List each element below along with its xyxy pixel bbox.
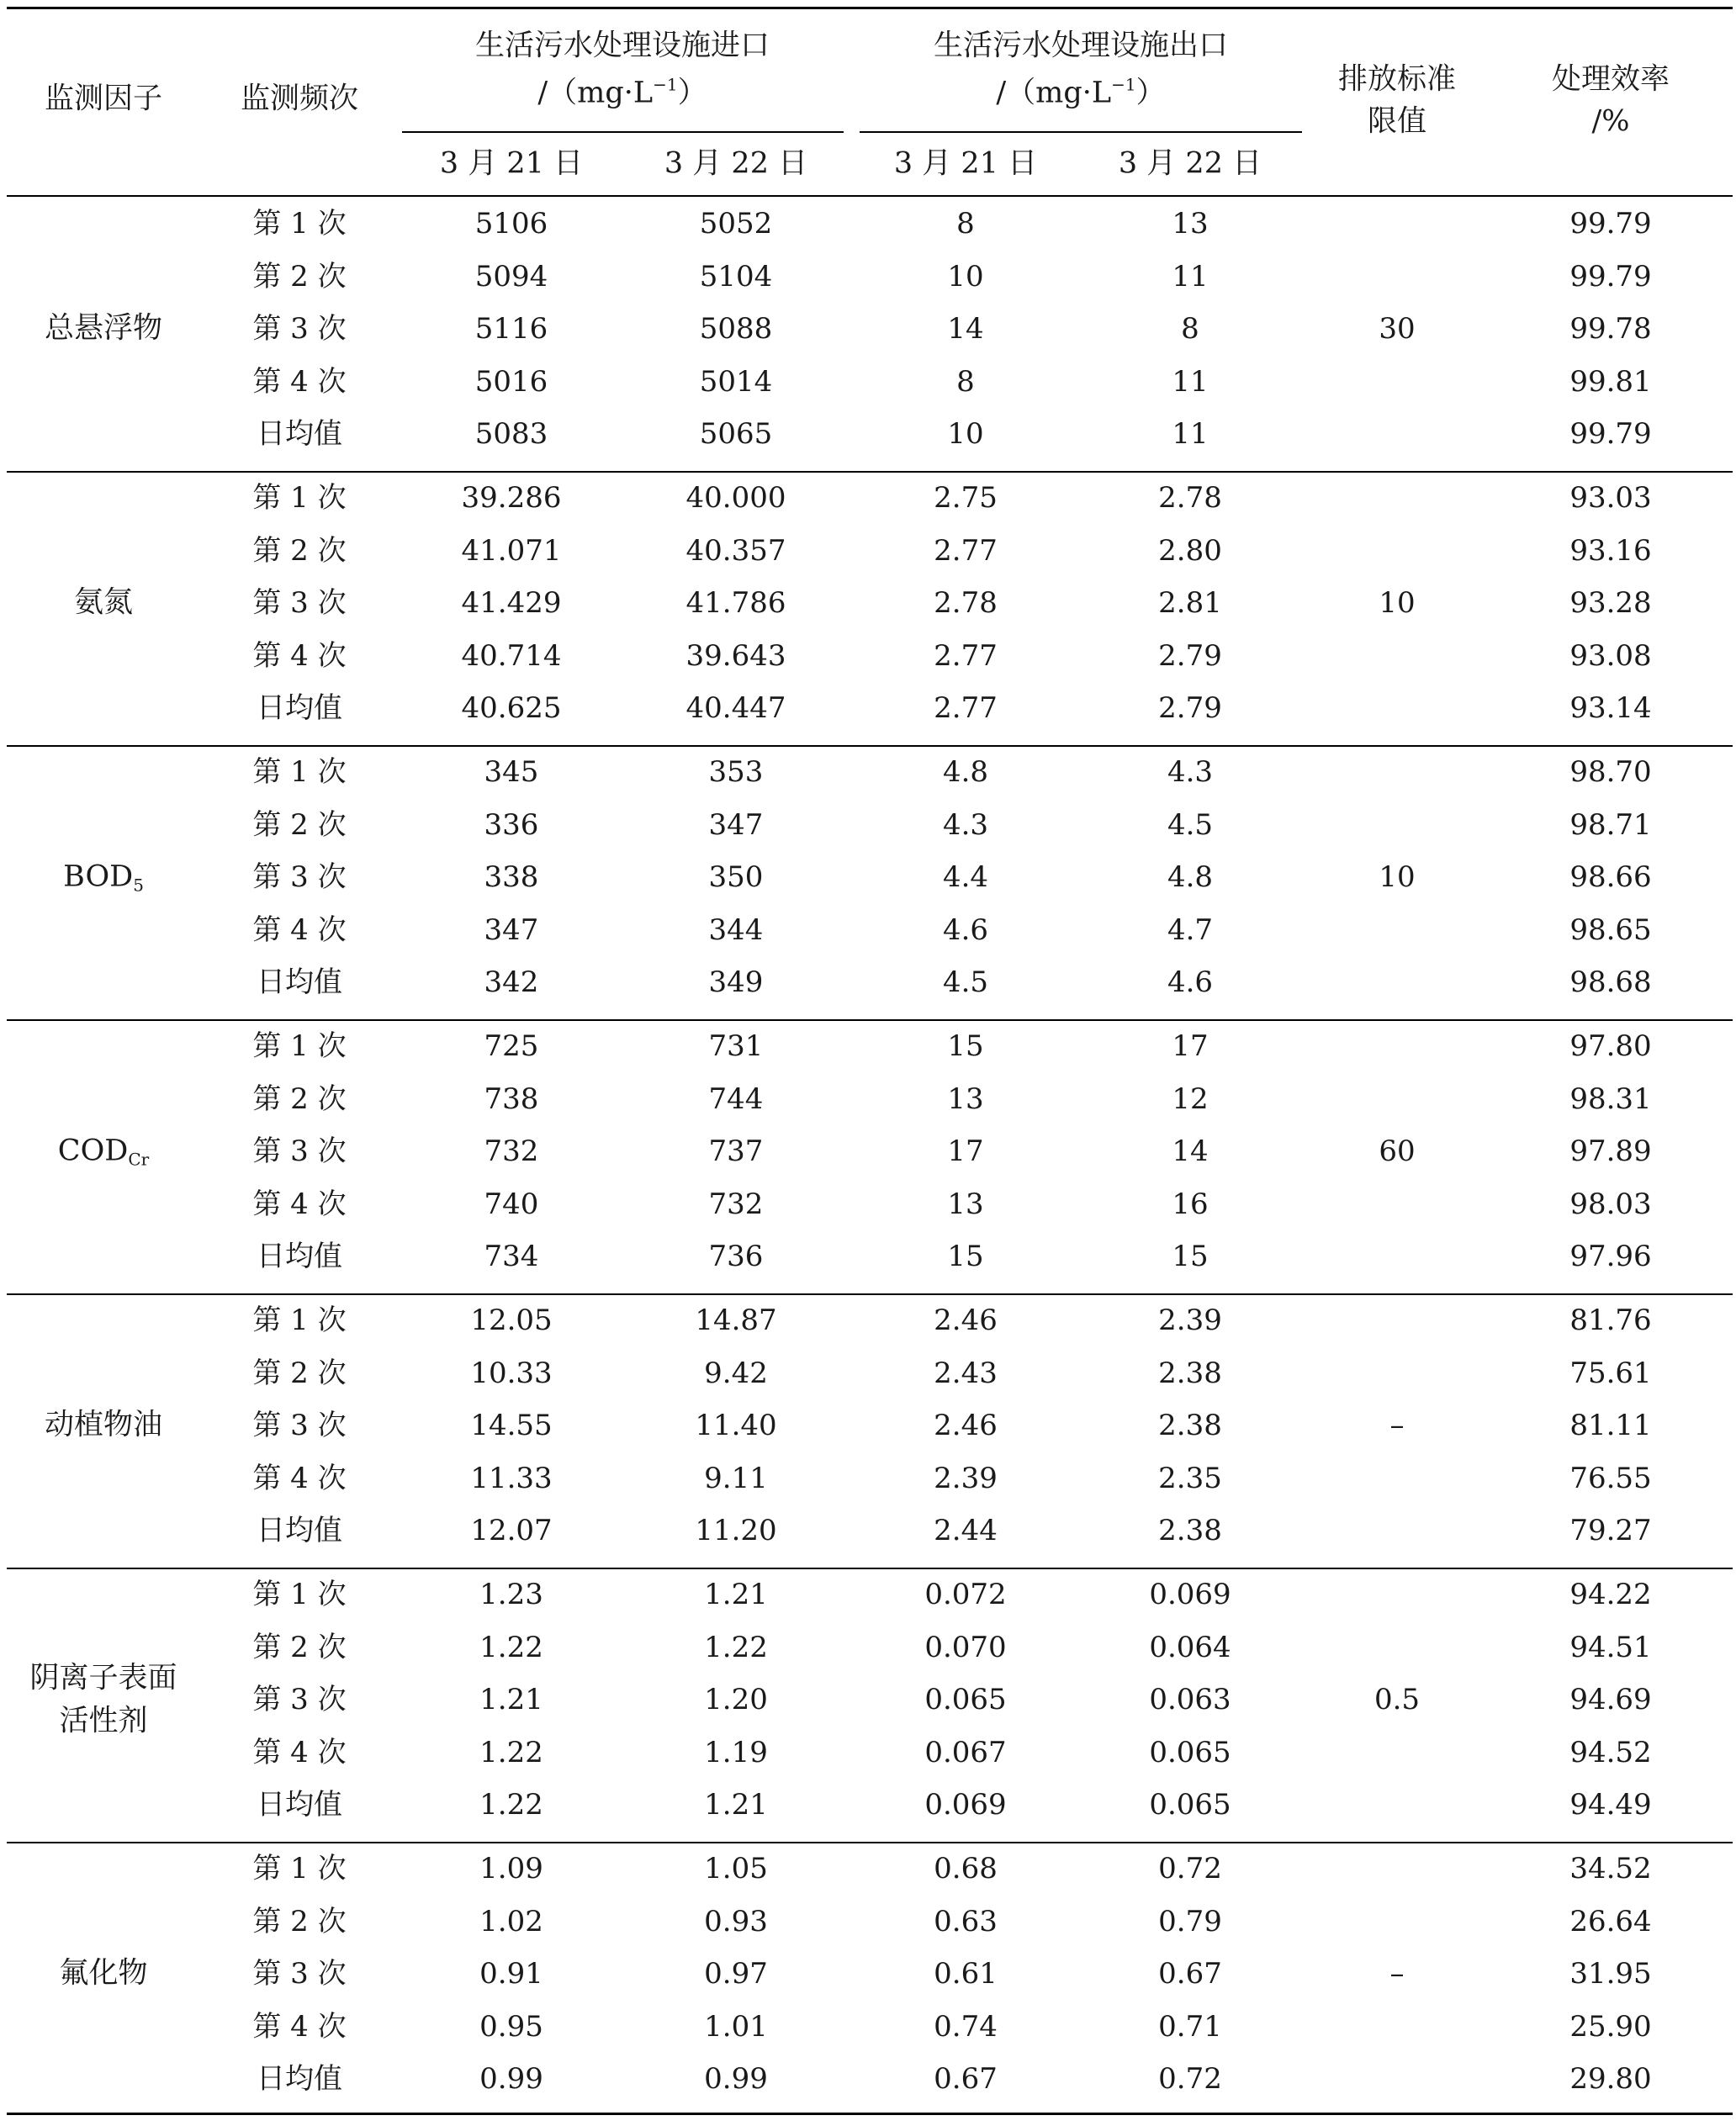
outlet-0321-cell: 0.065 [924,1683,1007,1717]
outlet-0322-cell: 16 [1172,1187,1209,1221]
frequency-cell: 第 3 次 [252,1409,347,1443]
inlet-0321-cell: 342 [484,965,539,1000]
inlet-0322-cell: 1.21 [704,1788,768,1822]
efficiency-cell: 93.08 [1569,638,1652,673]
outlet-0321-cell: 10 [947,259,984,294]
outlet-0322-cell: 2.78 [1158,481,1222,515]
inlet-0321-cell: 1.22 [479,1788,543,1822]
outlet-0322-cell: 8 [1181,312,1199,346]
header-inlet-date-2: 3 月 22 日 [664,146,808,181]
efficiency-cell: 98.03 [1569,1187,1652,1221]
inlet-0322-cell: 1.05 [704,1852,768,1885]
frequency-cell: 第 4 次 [252,1187,347,1221]
efficiency-cell: 93.03 [1569,481,1652,515]
frequency-cell: 第 4 次 [252,2009,347,2044]
outlet-0322-cell: 0.064 [1149,1630,1231,1664]
outlet-0322-cell: 2.35 [1158,1461,1222,1495]
efficiency-cell: 99.79 [1569,207,1652,241]
group-separator [7,1019,1733,1021]
header-factor: 监测因子 [44,82,163,116]
outlet-0321-cell: 4.5 [942,965,989,1000]
efficiency-cell: 98.31 [1569,1082,1652,1116]
efficiency-cell: 94.49 [1569,1788,1652,1822]
outlet-0322-cell: 4.3 [1167,755,1214,789]
efficiency-cell: 99.78 [1569,312,1652,346]
inlet-0321-cell: 347 [484,912,539,947]
frequency-cell: 日均值 [257,2062,342,2097]
outlet-0322-cell: 0.67 [1158,1957,1222,1991]
inlet-0321-cell: 12.07 [470,1514,553,1548]
outlet-0322-cell: 11 [1172,364,1209,399]
header-inlet-date-1: 3 月 21 日 [439,146,584,181]
inlet-0321-cell: 41.429 [461,586,562,621]
efficiency-cell: 81.76 [1569,1304,1652,1337]
efficiency-cell: 94.51 [1569,1630,1652,1664]
outlet-0321-cell: 15 [947,1240,984,1274]
top-rule [7,7,1733,9]
outlet-0321-cell: 2.78 [934,586,998,621]
outlet-0321-cell: 0.68 [934,1852,998,1885]
group-separator [7,1568,1733,1569]
factor-subscript: 5 [133,875,144,896]
outlet-0321-cell: 15 [947,1029,984,1063]
outlet-0322-cell: 0.71 [1158,2009,1222,2044]
outlet-0321-cell: 2.77 [934,691,998,726]
inlet-0321-cell: 10.33 [470,1356,553,1390]
inlet-0322-cell: 5014 [699,364,773,399]
efficiency-cell: 98.70 [1569,755,1652,789]
outlet-0321-cell: 2.43 [934,1356,998,1390]
factor-label [59,1953,147,1996]
frequency-cell: 第 1 次 [252,1578,347,1611]
outlet-0322-cell: 2.79 [1158,638,1222,673]
inlet-0321-cell: 725 [484,1029,539,1063]
efficiency-cell: 99.81 [1569,364,1652,399]
inlet-0321-cell: 738 [484,1082,539,1116]
factor-label [74,582,133,625]
inlet-0322-cell: 731 [708,1029,764,1063]
frequency-cell: 第 4 次 [252,364,347,399]
outlet-0321-cell: 8 [956,207,975,241]
inlet-0322-cell: 9.11 [704,1461,768,1495]
efficiency-cell: 98.71 [1569,807,1652,842]
header-inlet-unit [537,72,707,115]
unit-suffix: ） [1135,76,1166,110]
frequency-cell: 第 4 次 [252,912,347,947]
header-outlet-unit [996,72,1165,115]
frequency-cell: 第 3 次 [252,1683,347,1717]
outlet-0322-cell: 4.5 [1167,807,1214,842]
frequency-cell: 第 1 次 [252,1304,347,1337]
limit-value: – [1389,1409,1405,1443]
inlet-0321-cell: 5083 [474,417,548,452]
inlet-0321-cell: 1.22 [479,1630,543,1664]
frequency-cell: 日均值 [257,1240,342,1274]
outlet-0321-cell: 0.070 [924,1630,1007,1664]
inlet-0322-cell: 737 [708,1134,764,1169]
header-efficiency-line-1: 处理效率 [1551,62,1670,97]
inlet-0321-cell: 345 [484,755,539,789]
frequency-cell: 第 1 次 [252,755,347,789]
outlet-0322-cell: 14 [1172,1134,1209,1169]
inlet-0321-cell: 740 [484,1187,539,1221]
frequency-cell: 第 3 次 [252,860,347,895]
frequency-cell: 日均值 [257,1788,342,1822]
unit-suffix: ） [677,76,707,110]
inlet-0321-cell: 1.22 [479,1735,543,1769]
unit-prefix: /（mg·L [537,76,654,110]
efficiency-cell: 75.61 [1569,1356,1652,1390]
header-limit-line-2: 限值 [1367,104,1427,139]
bottom-rule [7,2113,1733,2115]
header-frequency: 监测频次 [240,82,359,116]
frequency-cell: 第 2 次 [252,1630,347,1664]
frequency-cell: 第 4 次 [252,638,347,673]
header-outlet-date-2: 3 月 22 日 [1118,146,1262,181]
limit-value: 30 [1379,312,1416,346]
frequency-cell: 第 3 次 [252,1957,347,1991]
frequency-cell: 第 3 次 [252,586,347,621]
limit-value: 0.5 [1373,1683,1421,1717]
efficiency-cell: 79.27 [1569,1514,1652,1548]
unit-prefix: /（mg·L [996,76,1112,110]
frequency-cell: 第 1 次 [252,1852,347,1885]
efficiency-cell: 94.69 [1569,1683,1652,1717]
outlet-0321-cell: 0.61 [934,1957,998,1991]
inlet-0322-cell: 5052 [699,207,773,241]
frequency-cell: 日均值 [257,417,342,452]
efficiency-cell: 94.52 [1569,1735,1652,1769]
factor-label [45,308,162,351]
outlet-0321-cell: 10 [947,417,984,452]
inlet-0322-cell: 1.22 [704,1630,768,1664]
outlet-0321-cell: 2.39 [934,1461,998,1495]
frequency-cell: 第 1 次 [252,481,347,515]
outlet-0322-cell: 2.38 [1158,1356,1222,1390]
inlet-0321-cell: 39.286 [461,481,562,515]
efficiency-cell: 98.66 [1569,860,1652,895]
group-separator [7,471,1733,473]
factor-name: 氨氮 [73,585,134,620]
efficiency-cell: 98.68 [1569,965,1652,1000]
outlet-0321-cell: 0.67 [934,2062,998,2097]
efficiency-cell: 34.52 [1569,1852,1652,1885]
inlet-0322-cell: 1.21 [704,1578,768,1611]
outlet-0322-cell: 2.38 [1158,1409,1222,1443]
factor-label [29,1657,177,1743]
inlet-0321-cell: 11.33 [470,1461,553,1495]
limit-value: 60 [1379,1134,1416,1169]
outlet-0322-cell: 2.39 [1158,1304,1222,1337]
frequency-cell: 第 2 次 [252,1082,347,1116]
factor-name-line-2: 活性剂 [59,1704,148,1738]
outlet-0321-cell: 14 [947,312,984,346]
inlet-0321-cell: 0.95 [479,2009,543,2044]
frequency-cell: 第 1 次 [252,207,347,241]
inlet-0322-cell: 744 [708,1082,764,1116]
factor-label [45,1404,162,1447]
outlet-0322-cell: 0.065 [1149,1735,1231,1769]
factor-name: BOD [63,859,134,894]
outlet-0321-cell: 2.75 [934,481,998,515]
inlet-0321-cell: 732 [484,1134,539,1169]
outlet-0321-cell: 0.63 [934,1904,998,1938]
inlet-0322-cell: 5088 [699,312,773,346]
efficiency-cell: 97.96 [1569,1240,1652,1274]
limit-value: 10 [1379,860,1416,895]
outlet-0322-cell: 4.8 [1167,860,1214,895]
inlet-0322-cell: 39.643 [685,638,786,673]
factor-label [58,1130,149,1173]
inlet-0322-cell: 5104 [699,259,773,294]
frequency-cell: 第 3 次 [252,312,347,346]
inlet-0321-cell: 1.23 [479,1578,543,1611]
inlet-0322-cell: 0.99 [704,2062,768,2097]
inlet-0322-cell: 1.19 [704,1735,768,1769]
inlet-0321-cell: 734 [484,1240,539,1274]
inlet-0322-cell: 11.20 [695,1514,777,1548]
outlet-0321-cell: 13 [947,1082,984,1116]
outlet-0321-cell: 4.3 [942,807,989,842]
inlet-0321-cell: 40.714 [461,638,562,673]
outlet-0322-cell: 0.063 [1149,1683,1231,1717]
outlet-0321-cell: 2.77 [934,533,998,568]
efficiency-cell: 93.14 [1569,691,1652,726]
outlet-0322-cell: 11 [1172,417,1209,452]
group-separator [7,1293,1733,1295]
frequency-cell: 第 4 次 [252,1461,347,1495]
inlet-0321-cell: 1.02 [479,1904,543,1938]
inlet-0322-cell: 736 [708,1240,764,1274]
inlet-0322-cell: 1.01 [704,2009,768,2044]
unit-sup: −1 [1111,74,1136,95]
efficiency-cell: 97.80 [1569,1029,1652,1063]
inlet-0322-cell: 350 [708,860,764,895]
inlet-0322-cell: 9.42 [704,1356,768,1390]
efficiency-cell: 97.89 [1569,1134,1652,1169]
efficiency-cell: 81.11 [1569,1409,1652,1443]
frequency-cell: 日均值 [257,965,342,1000]
outlet-0321-cell: 13 [947,1187,984,1221]
frequency-cell: 第 2 次 [252,1904,347,1938]
inlet-0322-cell: 40.447 [685,691,786,726]
header-bottom-rule [7,195,1733,197]
group-separator [7,745,1733,747]
frequency-cell: 第 2 次 [252,807,347,842]
inlet-0322-cell: 40.000 [685,481,786,515]
factor-name: 阴离子表面 [29,1661,177,1695]
outlet-0321-cell: 4.6 [942,912,989,947]
outlet-0321-cell: 2.77 [934,638,998,673]
outlet-0321-cell: 4.8 [942,755,989,789]
factor-name: 总悬浮物 [44,311,163,346]
outlet-0322-cell: 4.6 [1167,965,1214,1000]
inlet-0321-cell: 5116 [474,312,548,346]
efficiency-cell: 26.64 [1569,1904,1652,1938]
frequency-cell: 第 2 次 [252,533,347,568]
outlet-0322-cell: 0.72 [1158,2062,1222,2097]
inlet-0321-cell: 5016 [474,364,548,399]
inlet-0321-cell: 0.99 [479,2062,543,2097]
unit-sup: −1 [653,74,678,95]
outlet-0321-cell: 2.44 [934,1514,998,1548]
outlet-0322-cell: 2.79 [1158,691,1222,726]
inlet-0322-cell: 1.20 [704,1683,768,1717]
inlet-0321-cell: 41.071 [461,533,562,568]
efficiency-cell: 29.80 [1569,2062,1652,2097]
efficiency-cell: 25.90 [1569,2009,1652,2044]
inlet-0321-cell: 338 [484,860,539,895]
outlet-0321-cell: 8 [956,364,975,399]
frequency-cell: 日均值 [257,1514,342,1548]
header-outlet-title: 生活污水处理设施出口 [933,29,1229,63]
outlet-0322-cell: 0.72 [1158,1852,1222,1885]
outlet-0322-cell: 15 [1172,1240,1209,1274]
outlet-0321-cell: 0.067 [924,1735,1007,1769]
outlet-0322-cell: 11 [1172,259,1209,294]
factor-name: 动植物油 [44,1408,163,1442]
frequency-cell: 第 2 次 [252,259,347,294]
inlet-0322-cell: 5065 [699,417,773,452]
frequency-cell: 日均值 [257,691,342,726]
outlet-0322-cell: 0.79 [1158,1904,1222,1938]
outlet-0322-cell: 2.81 [1158,586,1222,621]
inlet-0322-cell: 0.97 [704,1957,768,1991]
frequency-cell: 第 3 次 [252,1134,347,1169]
inlet-0321-cell: 5106 [474,207,548,241]
inlet-0322-cell: 14.87 [695,1304,777,1337]
header-efficiency-line-2: /% [1591,104,1630,139]
group-separator [7,1842,1733,1843]
inlet-0322-cell: 732 [708,1187,764,1221]
efficiency-cell: 31.95 [1569,1957,1652,1991]
efficiency-cell: 94.22 [1569,1578,1652,1611]
outlet-0321-cell: 2.46 [934,1304,998,1337]
efficiency-cell: 93.16 [1569,533,1652,568]
outlet-0322-cell: 12 [1172,1082,1209,1116]
inlet-0322-cell: 347 [708,807,764,842]
inlet-0321-cell: 40.625 [461,691,562,726]
frequency-cell: 第 4 次 [252,1735,347,1769]
limit-value: 10 [1379,586,1416,621]
outlet-0322-cell: 4.7 [1167,912,1214,947]
frequency-cell: 第 1 次 [252,1029,347,1063]
factor-subscript: Cr [128,1149,150,1170]
outlet-0322-cell: 13 [1172,207,1209,241]
inlet-0322-cell: 40.357 [685,533,786,568]
inlet-0321-cell: 1.21 [479,1683,543,1717]
inlet-0321-cell: 1.09 [479,1852,543,1885]
efficiency-cell: 76.55 [1569,1461,1652,1495]
inlet-header-rule [402,131,844,133]
outlet-0322-cell: 2.38 [1158,1514,1222,1548]
inlet-0321-cell: 336 [484,807,539,842]
outlet-0322-cell: 17 [1172,1029,1209,1063]
inlet-0321-cell: 0.91 [479,1957,543,1991]
outlet-0322-cell: 2.80 [1158,533,1222,568]
efficiency-cell: 93.28 [1569,586,1652,621]
outlet-0322-cell: 0.065 [1149,1788,1231,1822]
factor-label [63,856,144,899]
outlet-0322-cell: 0.069 [1149,1578,1231,1611]
frequency-cell: 第 2 次 [252,1356,347,1390]
outlet-0321-cell: 0.069 [924,1788,1007,1822]
inlet-0322-cell: 0.93 [704,1904,768,1938]
header-limit-line-1: 排放标准 [1337,62,1457,97]
efficiency-cell: 99.79 [1569,259,1652,294]
outlet-0321-cell: 0.072 [924,1578,1007,1611]
inlet-0322-cell: 349 [708,965,764,1000]
inlet-0322-cell: 344 [708,912,764,947]
inlet-0321-cell: 14.55 [470,1409,553,1443]
outlet-0321-cell: 0.74 [934,2009,998,2044]
header-inlet-title: 生活污水处理设施进口 [474,29,770,63]
factor-name: 氟化物 [59,1956,148,1991]
inlet-0322-cell: 353 [708,755,764,789]
efficiency-cell: 99.79 [1569,417,1652,452]
factor-name: COD [57,1134,129,1168]
header-outlet-date-1: 3 月 21 日 [893,146,1038,181]
inlet-0321-cell: 12.05 [470,1304,553,1337]
outlet-0321-cell: 17 [947,1134,984,1169]
efficiency-cell: 98.65 [1569,912,1652,947]
inlet-0322-cell: 11.40 [695,1409,777,1443]
outlet-header-rule [860,131,1302,133]
inlet-0321-cell: 5094 [474,259,548,294]
outlet-0321-cell: 2.46 [934,1409,998,1443]
limit-value: – [1389,1957,1405,1991]
outlet-0321-cell: 4.4 [942,860,989,895]
inlet-0322-cell: 41.786 [685,586,786,621]
